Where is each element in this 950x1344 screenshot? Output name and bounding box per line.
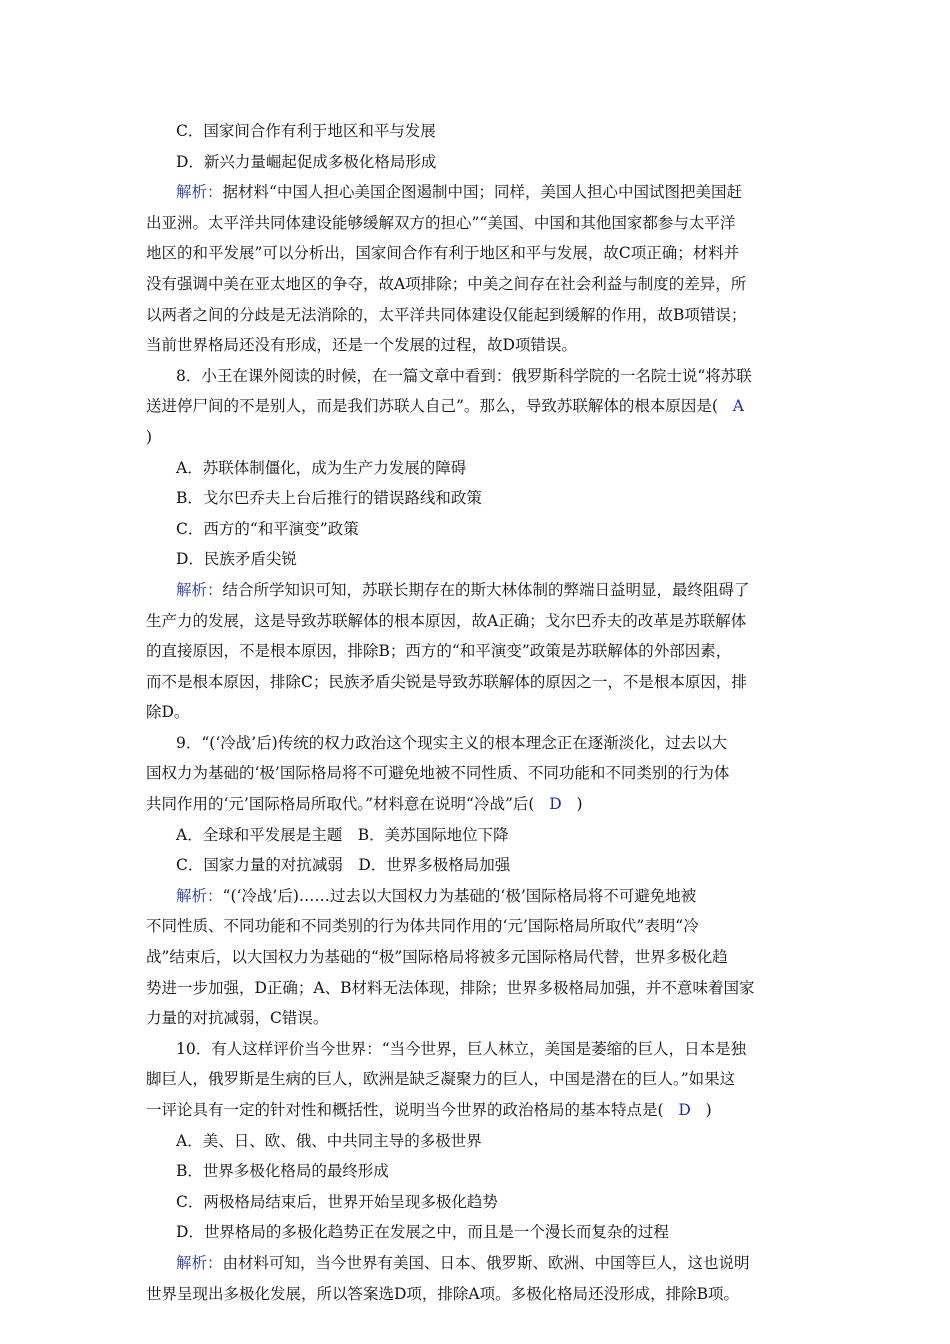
q8-analysis-line: 的直接原因，不是根本原因，排除B；西方的“和平演变”政策是苏联解体的外部因素，	[146, 642, 732, 661]
q9-options-cd: C．国家力量的对抗减弱 D．世界多极格局加强	[176, 856, 511, 875]
q7-analysis-line: 地区的和平发展”可以分析出，国家间合作有利于地区和平与发展，故C项正确；材料并	[146, 244, 740, 263]
q9-analysis-line: 力量的对抗减弱，C错误。	[146, 1009, 329, 1028]
q10-analysis-line: 世界呈现出多极化发展，所以答案选D项，排除A项。多极化格局还没形成，排除B项。	[146, 1284, 740, 1303]
analysis-label: 解析：	[176, 1253, 223, 1272]
q10-analysis-line: 解析：由材料可知，当今世界有美国、日本、俄罗斯、欧洲、中国等巨人，这也说明	[176, 1253, 750, 1272]
q9-analysis-line: 解析：“(‘冷战’后)……过去以大国权力为基础的‘极’国际格局将不可避免地被	[176, 886, 697, 905]
q8-option-a: A．苏联体制僵化，成为生产力发展的障碍	[176, 458, 467, 477]
q8-analysis-line: 解析：结合所学知识可知，苏联长期存在的斯大林体制的弊端日益明显，最终阻碍了	[176, 580, 750, 599]
document-page	[146, 116, 810, 1309]
q10-option-a: A．美、日、欧、俄、中共同主导的多极世界	[176, 1131, 482, 1150]
q7-analysis-line: 没有强调中美在亚太地区的争夺，故A项排除；中美之间存在社会利益与制度的差异，所	[146, 274, 747, 293]
q8-analysis-line: 除D。	[146, 703, 190, 722]
q7-analysis-line: 以两者之间的分歧是无法消除的，太平洋共同体建设仅能起到缓解的作用，故B项错误；	[146, 305, 747, 324]
q8-option-d: D．民族矛盾尖锐	[176, 550, 297, 569]
analysis-label: 解析：	[176, 580, 223, 599]
q9-answer: D	[549, 795, 562, 814]
q8-analysis-line: 而不是根本原因，排除C；民族矛盾尖锐是导致苏联解体的原因之一，不是根本原因，排	[146, 672, 747, 691]
q9-stem-line: 国权力为基础的‘极’国际格局将不可避免地被不同性质、不同功能和不同类别的行为体	[146, 764, 730, 783]
q9-analysis-line: 战”结束后，以大国权力为基础的“极”国际格局将被多元国际格局代替，世界多极化趋	[146, 948, 728, 967]
q10-option-b: B．世界多极化格局的最终形成	[176, 1162, 389, 1181]
q8-stem-line: 送进停尸间的不是别人，而是我们苏联人自己”。那么，导致苏联解体的根本原因是( A	[146, 397, 744, 416]
q7-option-c: C．国家间合作有利于地区和平与发展	[176, 122, 436, 140]
q10-option-c: C．两极格局结束后，世界开始呈现多极化趋势	[176, 1192, 498, 1211]
q8-stem-line: )	[146, 427, 153, 446]
q9-analysis-line: 势进一步加强，D正确；A、B材料无法体现，排除；世界多极格局加强，并不意味着国家	[146, 978, 755, 997]
q9-analysis-line: 不同性质、不同功能和不同类别的行为体共同作用的‘元’国际格局所取代”表明“冷	[146, 917, 699, 936]
analysis-label: 解析：	[176, 183, 223, 202]
q8-answer: A	[732, 397, 744, 416]
q7-analysis-line: 当前世界格局还没有形成，还是一个发展的过程，故D项错误。	[146, 336, 577, 355]
q7-option-d: D．新兴力量崛起促成多极化格局形成	[176, 152, 437, 171]
q7-analysis-line: 出亚洲。太平洋共同体建设能够缓解双方的担心”“美国、中国和其他国家都参与太平洋	[146, 213, 736, 232]
q9-options-ab: A．全球和平发展是主题 B．美苏国际地位下降	[176, 825, 509, 844]
q8-analysis-line: 生产力的发展，这是导致苏联解体的根本原因，故A正确；戈尔巴乔夫的改革是苏联解体	[146, 611, 747, 630]
q10-stem-line: 脚巨人，俄罗斯是生病的巨人，欧洲是缺乏凝聚力的巨人，中国是潜在的巨人。”如果这	[146, 1070, 736, 1089]
q9-stem-line: 9．“(‘冷战’后)传统的权力政治这个现实主义的根本理念正在逐渐淡化，过去以大	[176, 733, 728, 752]
q8-stem-line: 8．小王在课外阅读的时候，在一篇文章中看到：俄罗斯科学院的一名院士说“将苏联	[176, 366, 752, 385]
q7-analysis-line: 解析：据材料“中国人担心美国企图遏制中国；同样，美国人担心中国试图把美国赶	[176, 183, 742, 202]
q8-option-c: C．西方的“和平演变”政策	[176, 519, 359, 538]
q10-answer: D	[678, 1101, 691, 1119]
q10-stem-line: 一评论具有一定的针对性和概括性，说明当今世界的政治格局的基本特点是( D )	[146, 1101, 712, 1119]
analysis-label: 解析：	[176, 886, 223, 905]
q9-stem-line: 共同作用的‘元’国际格局所取代。”材料意在说明“冷战”后( D )	[146, 795, 583, 814]
q10-option-d: D．世界格局的多极化趋势正在发展之中，而且是一个漫长而复杂的过程	[176, 1223, 669, 1242]
q10-stem-line: 10．有人这样评价当今世界：“当今世界，巨人林立，美国是萎缩的巨人，日本是独	[176, 1039, 747, 1058]
q8-option-b: B．戈尔巴乔夫上台后推行的错误路线和政策	[176, 489, 482, 508]
